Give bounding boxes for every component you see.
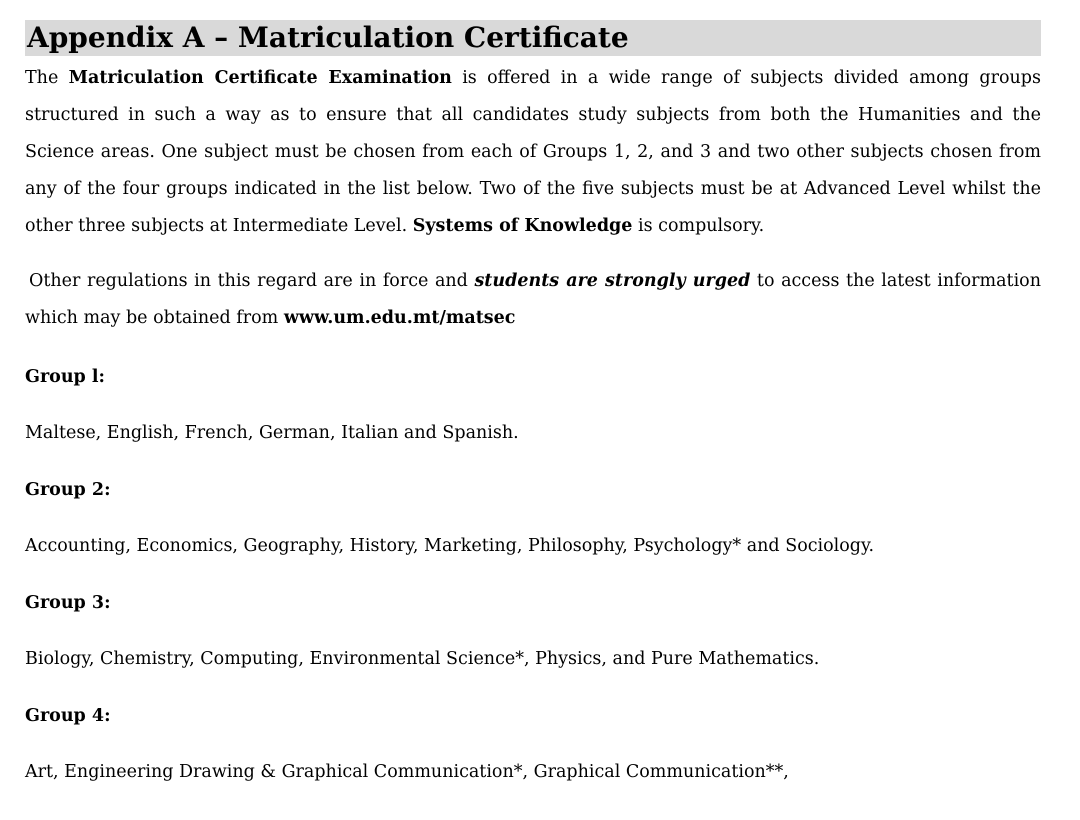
regulations-paragraph xyxy=(25,263,1041,337)
appendix-heading-band xyxy=(25,20,1041,56)
intro-text-2: is offered in a wide range of subjects divided among groups structured in such a way as to ensure that all candidates study subjects from both the Humanities and the Science areas. One subject must be chosen from each of Groups 1, 2, and 3 and two other subjects chosen from any of the four groups indicated in the list below. Two of the five subjects must be at Advanced Level whilst the other three subjects at Intermediate Level. xyxy=(25,68,1041,236)
intro-text-3: is compulsory. xyxy=(632,216,765,236)
regulations-emphasis: students are strongly urged xyxy=(474,271,751,291)
appendix-title: Appendix A – Matriculation Certificate xyxy=(27,21,629,54)
matsec-link-text: www.um.edu.mt/matsec xyxy=(283,308,516,328)
document-page xyxy=(25,20,1041,784)
intro-bold-sok: Systems of Knowledge xyxy=(412,216,633,236)
intro-text-1: The xyxy=(25,68,69,88)
group-3-heading: Group 3: xyxy=(25,593,111,613)
intro-bold-exam: Matriculation Certificate Examination xyxy=(68,68,452,88)
group-4-heading: Group 4: xyxy=(25,706,111,726)
regulations-text-1: Other regulations in this regard are in force and xyxy=(29,271,475,291)
group-2-subjects: Accounting, Economics, Geography, History, Marketing, Philosophy, Psychology* and Sociology. xyxy=(25,536,875,556)
group-1-subjects: Maltese, English, French, German, Italian and Spanish. xyxy=(25,423,519,443)
group-2-heading: Group 2: xyxy=(25,480,111,500)
group-4-subjects: Art, Engineering Drawing & Graphical Communication*, Graphical Communication**, xyxy=(25,762,789,782)
group-3-subjects: Biology, Chemistry, Computing, Environmental Science*, Physics, and Pure Mathematics. xyxy=(25,649,820,669)
intro-paragraph xyxy=(25,60,1041,245)
regulations-text-2: to access the latest information which may be obtained from xyxy=(25,271,1041,328)
group-1-heading: Group l: xyxy=(25,367,105,387)
